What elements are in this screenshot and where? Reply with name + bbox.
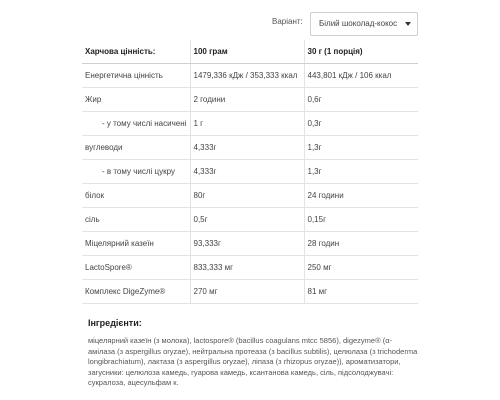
value-per-portion: 81 мг <box>304 279 418 303</box>
value-per-100g: 1 г <box>190 111 304 135</box>
table-row <box>82 159 418 183</box>
nutrient-name: Комплекс DigeZyme® <box>82 279 190 303</box>
nutrient-name: Жир <box>82 87 190 111</box>
value-per-portion: 24 години <box>304 183 418 207</box>
ingredients-text: міцелярний казеїн (з молока), lactospore® (bacillus coagulans mtcc 5856), digezyme® (α-амілаза (з aspergillus oryzae), нейтральна протеаза (з bacillus subtilis), целюлаза (з trichoderma longibrachiatum), лактаза (з aspergillus oryzae), ліпаза (з rhizopus oryzae)), ароматизатори, загусники: целюлоза камедь, гуарова камедь, ксантанова камедь, сіль, підсолоджувачі: сукралоза, ацесульфам к. <box>88 336 418 387</box>
variant-selector-row <box>0 12 500 36</box>
value-per-100g: 1479,336 кДж / 353,333 ккал <box>190 63 304 87</box>
value-per-100g: 4,333г <box>190 135 304 159</box>
variant-select[interactable] <box>310 12 418 36</box>
table-row <box>82 279 418 303</box>
value-per-portion: 443,801 кДж / 106 ккал <box>304 63 418 87</box>
value-per-portion: 28 годин <box>304 231 418 255</box>
ingredients-section <box>88 318 418 389</box>
table-row <box>82 135 418 159</box>
value-per-100g: 2 години <box>190 87 304 111</box>
value-per-100g: 833,333 мг <box>190 255 304 279</box>
table-row <box>82 255 418 279</box>
value-per-100g: 93,333г <box>190 231 304 255</box>
nutrient-name: - у тому числі насичені <box>82 111 190 135</box>
value-per-portion: 250 мг <box>304 255 418 279</box>
table-row <box>82 231 418 255</box>
table-row <box>82 111 418 135</box>
nutrient-name: вуглеводи <box>82 135 190 159</box>
table-row <box>82 207 418 231</box>
nutrient-name: Міцелярний казеїн <box>82 231 190 255</box>
value-per-portion: 0,15г <box>304 207 418 231</box>
value-per-100g: 80г <box>190 183 304 207</box>
nutrient-name: Енергетична цінність <box>82 63 190 87</box>
value-per-portion: 0,3г <box>304 111 418 135</box>
value-per-100g: 0,5г <box>190 207 304 231</box>
value-per-portion: 1,3г <box>304 135 418 159</box>
value-per-portion: 0,6г <box>304 87 418 111</box>
variant-selected-value: Білий шоколад-кокос <box>319 19 398 28</box>
table-row <box>82 183 418 207</box>
chevron-down-icon <box>405 22 411 26</box>
value-per-100g: 4,333г <box>190 159 304 183</box>
ingredients-title: Інгредієнти: <box>88 318 142 328</box>
variant-label: Варіант: <box>272 17 303 26</box>
value-per-portion: 1,3г <box>304 159 418 183</box>
header-nutrient: Харчова цінність: <box>82 40 190 63</box>
nutrient-name: - в тому числі цукру <box>82 159 190 183</box>
nutrient-name: білок <box>82 183 190 207</box>
value-per-100g: 270 мг <box>190 279 304 303</box>
nutrient-name: сіль <box>82 207 190 231</box>
nutrition-table <box>82 40 418 304</box>
nutrient-name: LactoSpore® <box>82 255 190 279</box>
table-row <box>82 87 418 111</box>
header-per-100g: 100 грам <box>190 40 304 63</box>
table-row <box>82 63 418 87</box>
table-header-row <box>82 40 418 63</box>
header-per-portion: 30 г (1 порція) <box>304 40 418 63</box>
